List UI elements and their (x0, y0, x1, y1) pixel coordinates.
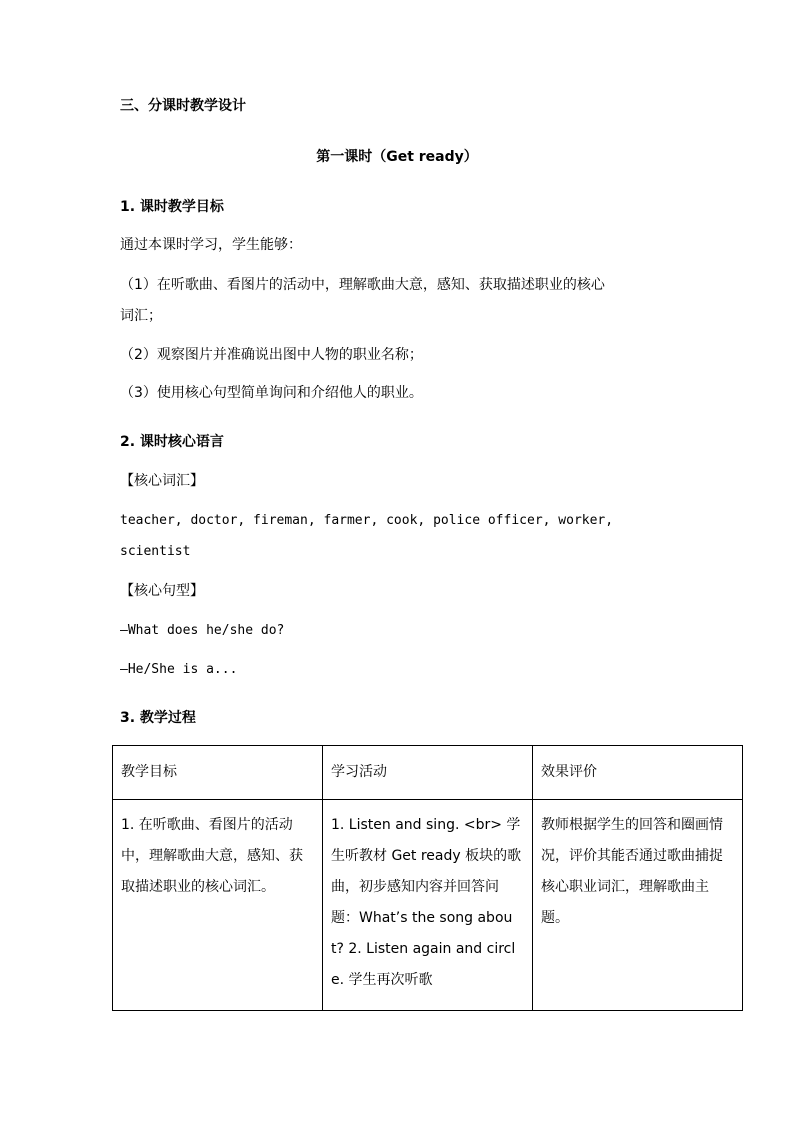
process-heading: 3. 教学过程 (120, 710, 196, 726)
objective-item-1-cont: 词汇； (120, 308, 162, 324)
sentence-pattern-2: —He/She is a... (120, 662, 238, 677)
objectives-intro: 通过本课时学习，学生能够： (120, 237, 302, 253)
vocab-line-1: teacher, doctor, fireman, farmer, cook, police officer, worker, (120, 513, 614, 528)
table-header-row (113, 746, 743, 800)
objective-item-2: （2）观察图片并准确说出图中人物的职业名称； (120, 347, 423, 363)
cell-activity (323, 800, 533, 1011)
cell-goal-text: 1. 在听歌曲、看图片的活动中，理解歌曲大意，感知、获取描述职业的核心词汇。 (121, 817, 303, 895)
objective-item-1: （1）在听歌曲、看图片的活动中，理解歌曲大意，感知、获取描述职业的核心 (120, 277, 605, 293)
column-header-evaluation: 效果评价 (533, 746, 743, 800)
column-header-goal: 教学目标 (113, 746, 323, 800)
column-header-activity: 学习活动 (323, 746, 533, 800)
cell-evaluation (533, 800, 743, 1011)
teaching-process-table (112, 745, 743, 1011)
vocab-label: 【核心词汇】 (120, 473, 204, 489)
sentence-label: 【核心句型】 (120, 583, 204, 599)
objectives-heading: 1. 课时教学目标 (120, 199, 224, 215)
sentence-pattern-1: —What does he/she do? (120, 623, 285, 638)
lesson-title: 第一课时（Get ready） (316, 149, 478, 165)
cell-evaluation-text: 教师根据学生的回答和圈画情况，评价其能否通过歌曲捕捉核心职业词汇，理解歌曲主题。 (541, 817, 723, 926)
core-language-heading: 2. 课时核心语言 (120, 434, 224, 450)
table-row (113, 800, 743, 1011)
section-heading: 三、分课时教学设计 (120, 98, 246, 114)
objective-item-3: （3）使用核心句型简单询问和介绍他人的职业。 (120, 385, 423, 401)
cell-goal (113, 800, 323, 1011)
vocab-line-2: scientist (120, 544, 191, 559)
cell-activity-text: 1. Listen and sing. <br> 学生听教材 Get ready 板块的歌曲，初步感知内容并回答问题：What’s the song about? 2. Listen again and circle. 学生再次听歌 (331, 817, 522, 988)
